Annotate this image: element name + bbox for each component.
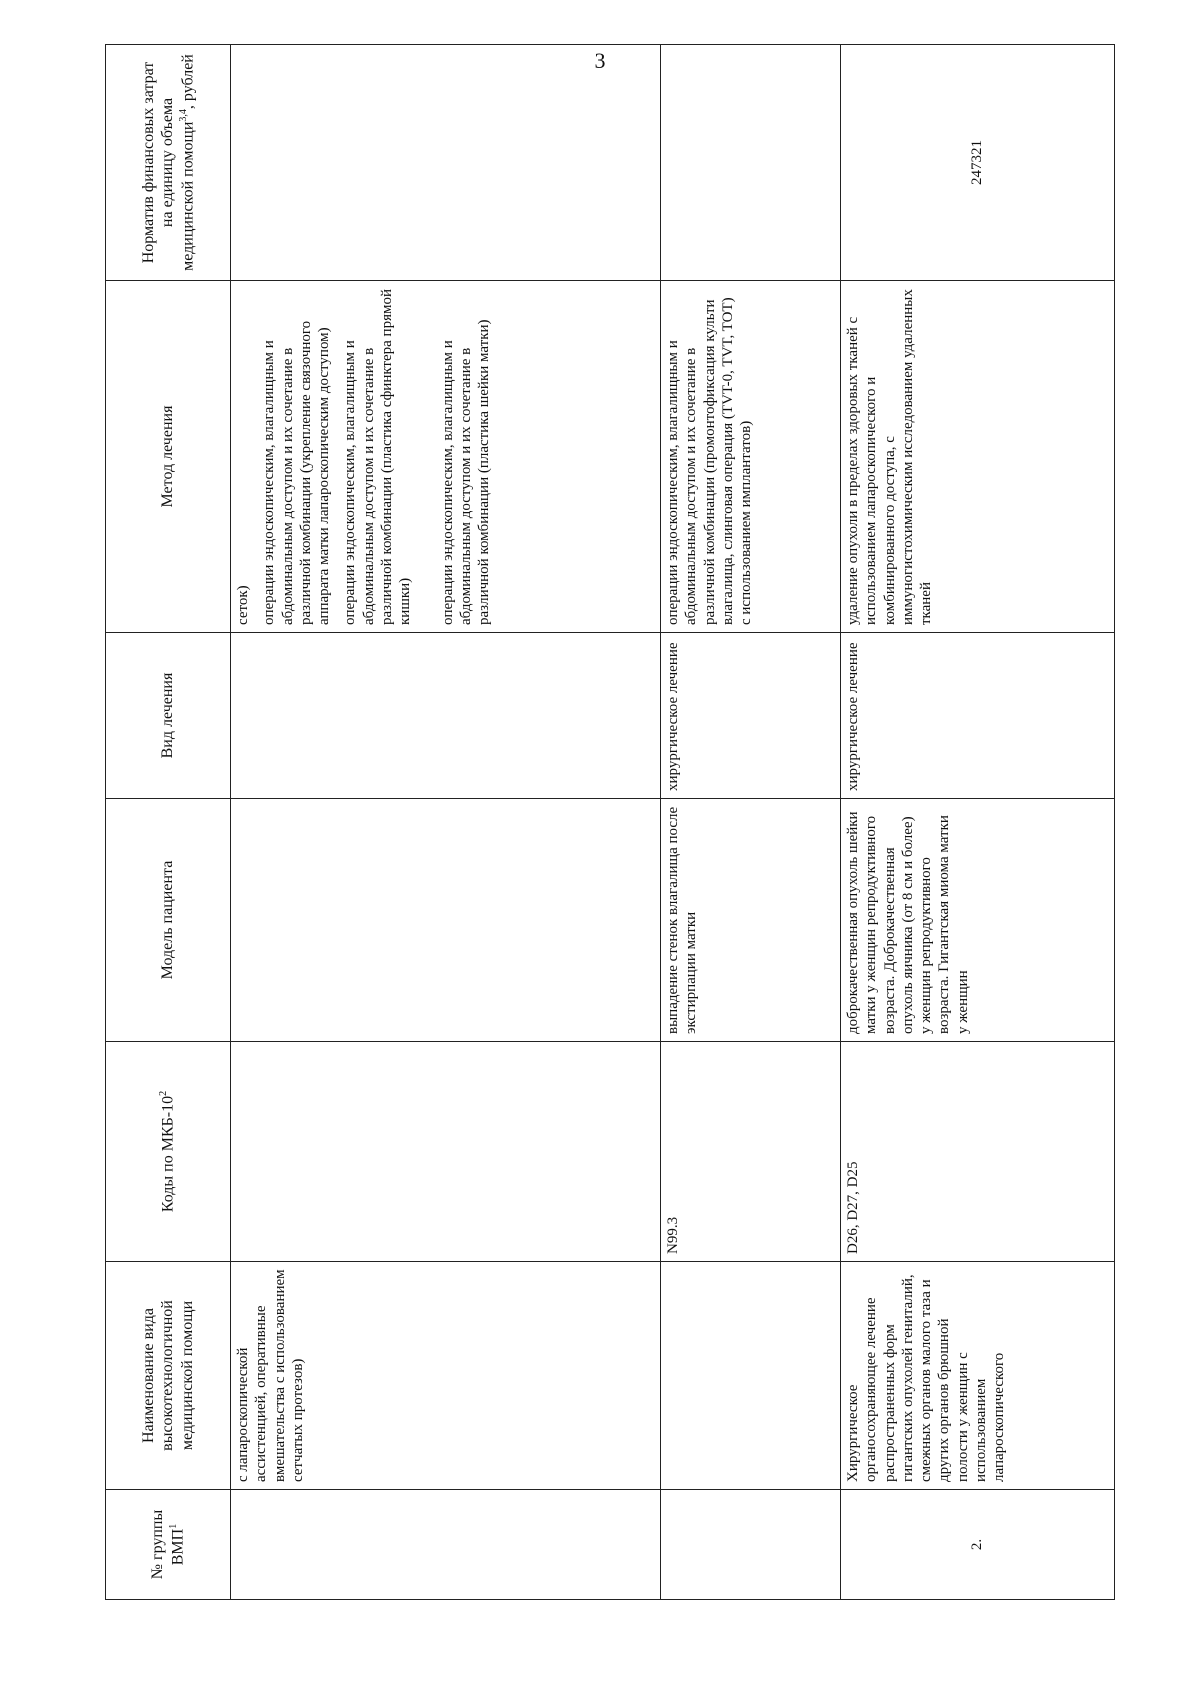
cell-treatment-method xyxy=(231,281,661,633)
cell-icd-codes: D26, D27, D25 xyxy=(841,1042,1115,1262)
header-icd-codes: Коды по МКБ-$10^2$ xyxy=(106,1042,231,1262)
cell-patient-model: выпадение стенок влагалища после экстирпации матки xyxy=(661,799,841,1042)
rotated-table-container xyxy=(105,45,1115,1600)
cell-icd-codes: N99.3 xyxy=(661,1042,841,1262)
method-text: операции эндоскопическим, влагалищным и абдоминальным доступом и их сочетание в различной комбинации (укрепление связочного аппарата матки лапароскопическим доступом) xyxy=(261,320,333,625)
cell-icd-codes xyxy=(231,1042,661,1262)
cell-cost-norm: 247321 xyxy=(841,45,1115,281)
method-text: операции эндоскопическим, влагалищным и абдоминальным доступом и их сочетание в различной комбинации (пластика шейки матки) xyxy=(439,319,493,625)
cell-treatment-type: хирургическое лечение xyxy=(661,633,841,799)
method-text: операции эндоскопическим, влагалищным и абдоминальным доступом и их сочетание в различной комбинации (пластика сфинктера прямой кишки) xyxy=(342,289,414,625)
cell-care-type-name: с лапароскопической ассистенцией, оперативные вмешательства с использованием сетчатых протезов) xyxy=(231,1262,661,1490)
header-group-number: № группы ВМП$^1$ xyxy=(106,1490,231,1600)
cell-treatment-method: удаление опухоли в пределах здоровых тканей с использованием лапароскопического и комбинированного доступа, с иммуногистохимическим исследованием удаленных тканей xyxy=(841,281,1115,633)
cell-patient-model xyxy=(231,799,661,1042)
cell-treatment-type xyxy=(231,633,661,799)
cell-care-type-name: Хирургическое органосохраняющее лечение распространенных форм гигантских опухолей гениталий, смежных органов малого таза и других органов брюшной полости у женщин с использованием лапароскопического xyxy=(841,1262,1115,1490)
header-cost-norm: Норматив финансовых затрат на единицу объема медицинской помощи$^{3,4}$, рублей xyxy=(106,45,231,281)
header-treatment-type: Вид лечения xyxy=(106,633,231,799)
cell-cost-norm xyxy=(661,45,841,281)
header-treatment-method: Метод лечения xyxy=(106,281,231,633)
table-header-row xyxy=(106,45,231,1600)
cell-treatment-type: хирургическое лечение xyxy=(841,633,1115,799)
cell-care-type-name xyxy=(661,1262,841,1490)
cell-cost-norm xyxy=(231,45,661,281)
cell-treatment-method: операции эндоскопическим, влагалищным и абдоминальным доступом и их сочетание в различной комбинации (промонтофиксация культи влагалища, слинговая операция (TVT-0, TVT, TOT) с использованием имплантатов) xyxy=(661,281,841,633)
cell-group-number xyxy=(661,1490,841,1600)
cell-group-number xyxy=(231,1490,661,1600)
table-row xyxy=(231,45,661,1600)
cell-group-number: 2. xyxy=(841,1490,1115,1600)
page-number: 3 xyxy=(594,48,606,73)
cell-patient-model: доброкачественная опухоль шейки матки у женщин репродуктивного возраста. Доброкачественная опухоль яичника (от 8 см и более) у женщин репродуктивного возраста. Гигантская миома матки у женщин xyxy=(841,799,1115,1042)
method-text: сеток) xyxy=(235,585,251,625)
table-row xyxy=(661,45,841,1600)
vmp-table xyxy=(105,44,1115,1600)
header-patient-model: Модель пациента xyxy=(106,799,231,1042)
header-care-type-name: Наименование вида высокотехнологичной медицинской помощи xyxy=(106,1262,231,1490)
table-row xyxy=(841,45,1115,1600)
